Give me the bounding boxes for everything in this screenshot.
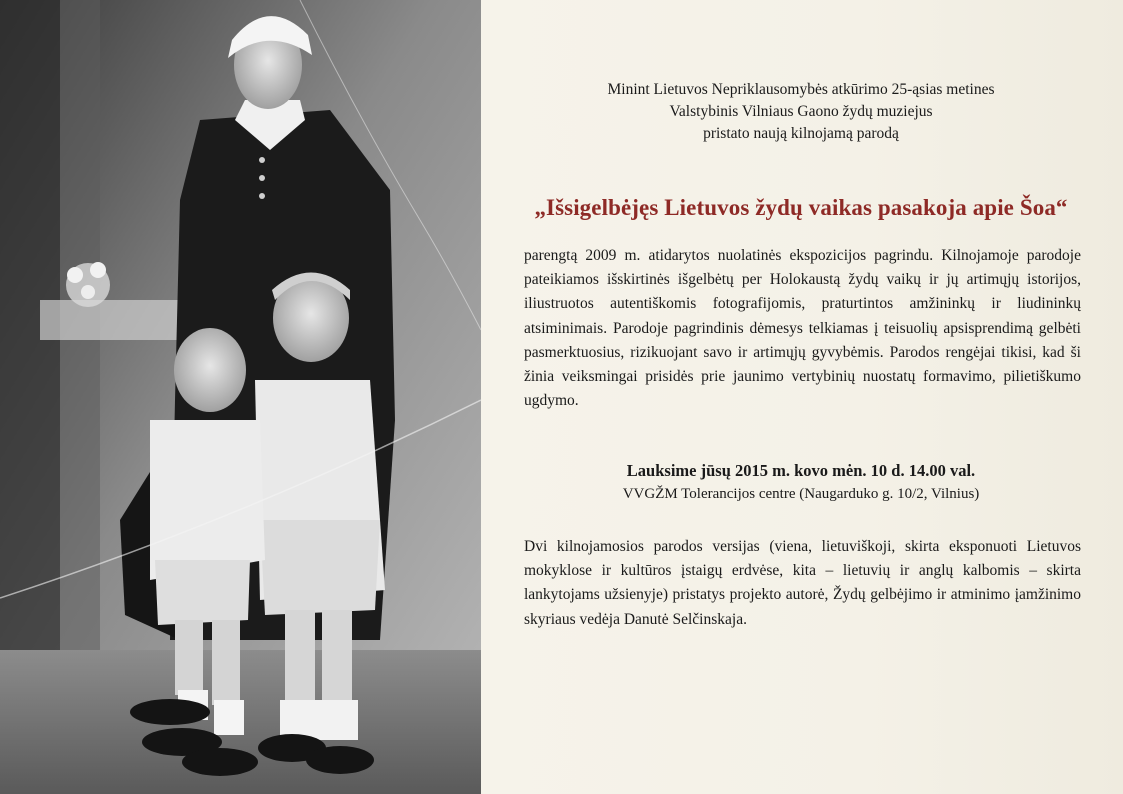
text-panel — [481, 0, 1123, 794]
historic-photograph — [0, 0, 481, 794]
event-date-time: Lauksime jūsų 2015 m. kovo mėn. 10 d. 14.00 val. — [626, 461, 976, 480]
intro-line-2: Valstybinis Vilniaus Gaono žydų muziejus — [669, 103, 933, 120]
intro-line-1: Minint Lietuvos Nepriklausomybės atkūrimo 25-ąsias metines — [607, 81, 995, 98]
exhibition-title: „Išsigelbėjęs Lietuvos žydų vaikas pasakoja apie Šoa“ — [534, 195, 1068, 220]
intro-block — [521, 79, 1081, 145]
event-location: VVGŽM Tolerancijos centre (Naugarduko g. 10/2, Vilnius) — [622, 486, 980, 502]
intro-line-3: pristato naują kilnojamą parodą — [703, 125, 899, 142]
versions-paragraph: Dvi kilnojamosios parodos versijas (viena, lietuviškoji, skirta eksponuoti Lietuvos mokyklose ir kultūros įstaigų erdvėse, kita – lietuvių ir anglų kalbomis – skirta lankytojams užsienyje) pristatys projekto autorė, Žydų gelbėjimo ir atminimo įamžinimo skyriaus vedėja Danutė Selčinskaja. — [524, 538, 1081, 628]
exhibition-description: parengtą 2009 m. atidarytos nuolatinės ekspozicijos pagrindu. Kilnojamoje parodoje pateikiamos išskirtinės išgelbėtų per Holokaustą žydų vaikų ir jų artimųjų istorijos, iliustruotos autentiškomis fotografijomis, praturtintos amžininkų ir liudininkų atsiminimais. Parodoje pagrindinis dėmesys telkiamas į teisuolių apsisprendimą gelbėti pasmerktuosius, rizikuojant savo ir artimųjų gyvybėmis. Parodos rengėjai tikisi, kad ši žinia veiksmingai prisidės prie jaunimo vertybinių nuostatų formavimo, pilietiškumo ugdymo. — [524, 247, 1081, 410]
family-photo-icon — [0, 0, 481, 794]
invitation-block — [521, 460, 1081, 506]
